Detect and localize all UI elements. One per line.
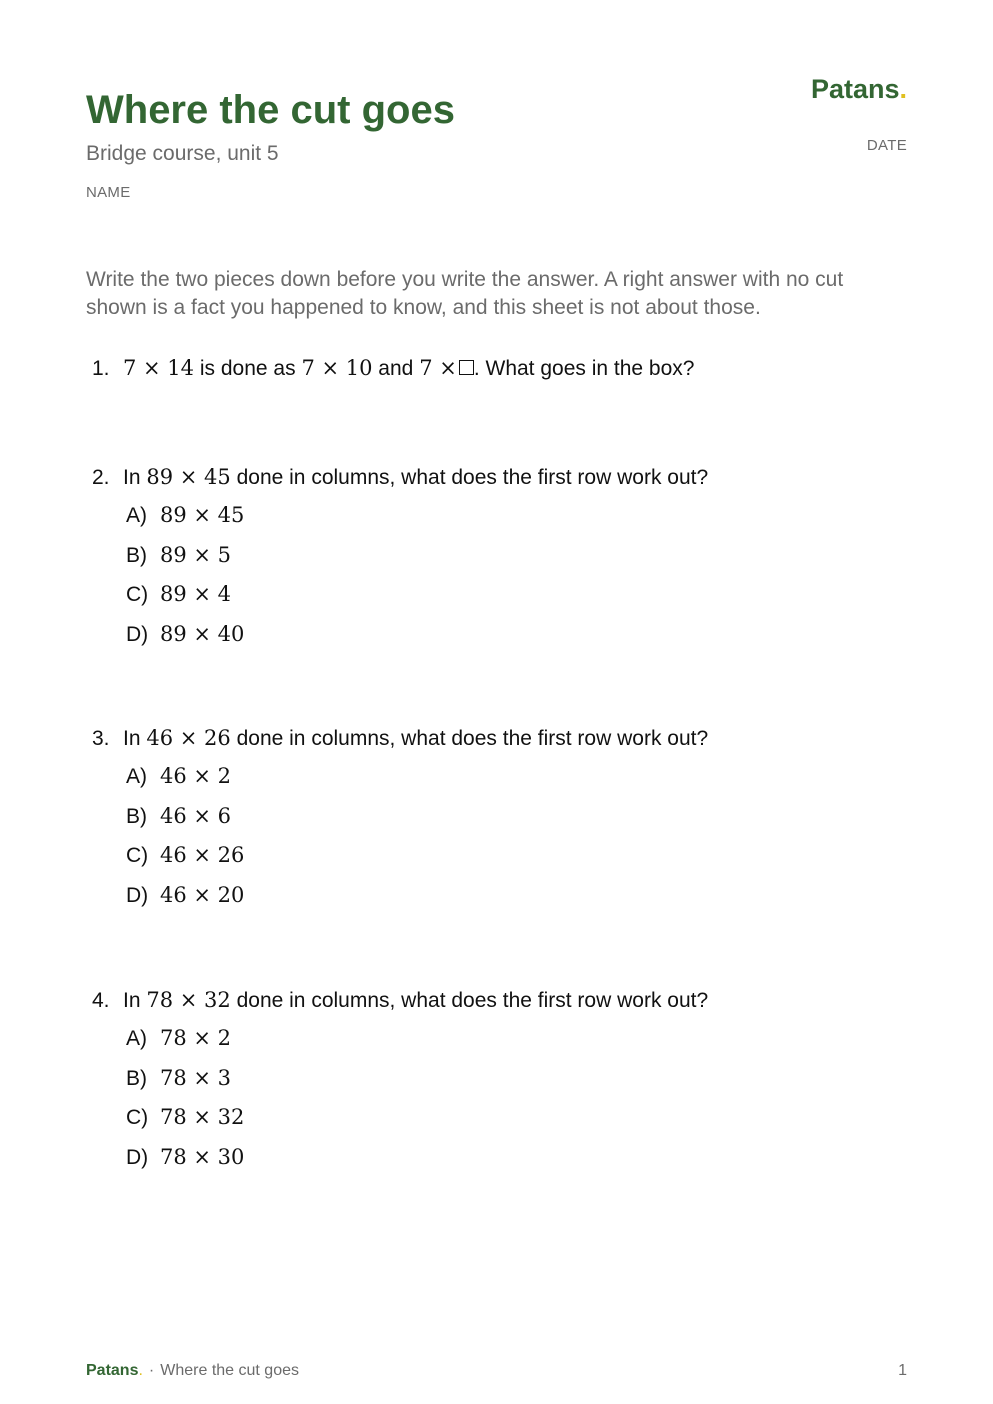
option-a[interactable] <box>126 764 244 804</box>
question-3-options <box>126 764 244 923</box>
question-number: 1. <box>92 357 110 380</box>
option-expression: 89 × 4 <box>160 582 232 607</box>
question-text: is done as <box>194 357 302 380</box>
option-expression: 78 × 30 <box>160 1145 245 1170</box>
option-c[interactable] <box>126 843 244 883</box>
answer-box-symbol <box>459 360 474 375</box>
option-expression: 46 × 26 <box>160 843 245 868</box>
option-d[interactable] <box>126 1145 244 1185</box>
option-expression: 89 × 45 <box>160 503 245 527</box>
question-expression: 7 × <box>419 356 457 380</box>
option-letter: D) <box>126 623 149 647</box>
question-1 <box>92 356 912 381</box>
question-number: 4. <box>92 989 110 1012</box>
option-expression: 89 × 40 <box>160 622 245 647</box>
option-letter: D) <box>126 1146 149 1170</box>
option-expression: 89 × 5 <box>160 542 232 567</box>
footer-brand-name: Patans <box>86 1362 139 1379</box>
question-3 <box>92 726 912 751</box>
option-letter: C) <box>126 844 149 868</box>
option-expression: 78 × 32 <box>160 1105 245 1130</box>
question-text: done in columns, what does the first row work out? <box>230 727 709 750</box>
question-text: . What goes in the box? <box>473 357 695 380</box>
option-a[interactable] <box>126 1026 244 1066</box>
option-expression: 78 × 2 <box>160 1026 232 1050</box>
question-4-options <box>126 1026 244 1185</box>
option-letter: B) <box>126 543 147 567</box>
question-text: done in columns, what does the first row work out? <box>230 989 709 1012</box>
option-letter: B) <box>126 1066 147 1090</box>
brand-name: Patans <box>810 74 900 104</box>
brand-logo <box>811 74 907 105</box>
question-4 <box>92 988 912 1013</box>
page-subtitle: Bridge course, unit 5 <box>86 142 279 165</box>
option-expression: 46 × 2 <box>160 764 232 788</box>
option-letter: A) <box>126 765 147 788</box>
question-expression: 78 × 32 <box>146 988 231 1012</box>
question-number: 3. <box>92 727 110 750</box>
option-b[interactable] <box>126 543 244 583</box>
name-field-label: NAME <box>86 184 131 201</box>
date-field-label: DATE <box>866 137 907 154</box>
option-expression: 46 × 6 <box>160 803 232 828</box>
option-expression: 78 × 3 <box>160 1065 232 1090</box>
option-letter: D) <box>126 884 149 908</box>
footer-brand-dot: . <box>138 1362 143 1379</box>
page-footer <box>86 1362 299 1380</box>
page-number: 1 <box>898 1362 907 1379</box>
option-c[interactable] <box>126 582 244 622</box>
footer-title: Where the cut goes <box>160 1362 299 1379</box>
option-letter: C) <box>126 1106 149 1130</box>
question-expression: 7 × 14 <box>123 356 195 380</box>
option-d[interactable] <box>126 883 244 923</box>
question-text: done in columns, what does the first row work out? <box>230 466 709 489</box>
option-expression: 46 × 20 <box>160 883 245 908</box>
question-expression: 89 × 45 <box>146 465 231 489</box>
option-letter: A) <box>126 1027 147 1050</box>
question-text: In <box>123 727 147 750</box>
question-text: and <box>372 357 420 380</box>
option-b[interactable] <box>126 804 244 844</box>
question-text: In <box>123 989 147 1012</box>
question-2 <box>92 465 912 490</box>
option-d[interactable] <box>126 622 244 662</box>
question-expression: 46 × 26 <box>146 726 231 750</box>
option-letter: C) <box>126 583 149 607</box>
question-number: 2. <box>92 466 110 489</box>
brand-dot: . <box>899 74 907 104</box>
option-letter: A) <box>126 504 147 527</box>
option-a[interactable] <box>126 503 244 543</box>
option-b[interactable] <box>126 1066 244 1106</box>
question-expression: 7 × 10 <box>301 356 373 380</box>
option-letter: B) <box>126 804 147 828</box>
instructions-text: Write the two pieces down before you write the answer. A right answer with no cut shown is a fact you happened to know, and this sheet is not about those. <box>86 268 844 319</box>
question-text: In <box>123 466 147 489</box>
question-2-options <box>126 503 244 662</box>
option-c[interactable] <box>126 1105 244 1145</box>
footer-separator: · <box>148 1362 155 1379</box>
page-title: Where the cut goes <box>86 88 455 132</box>
